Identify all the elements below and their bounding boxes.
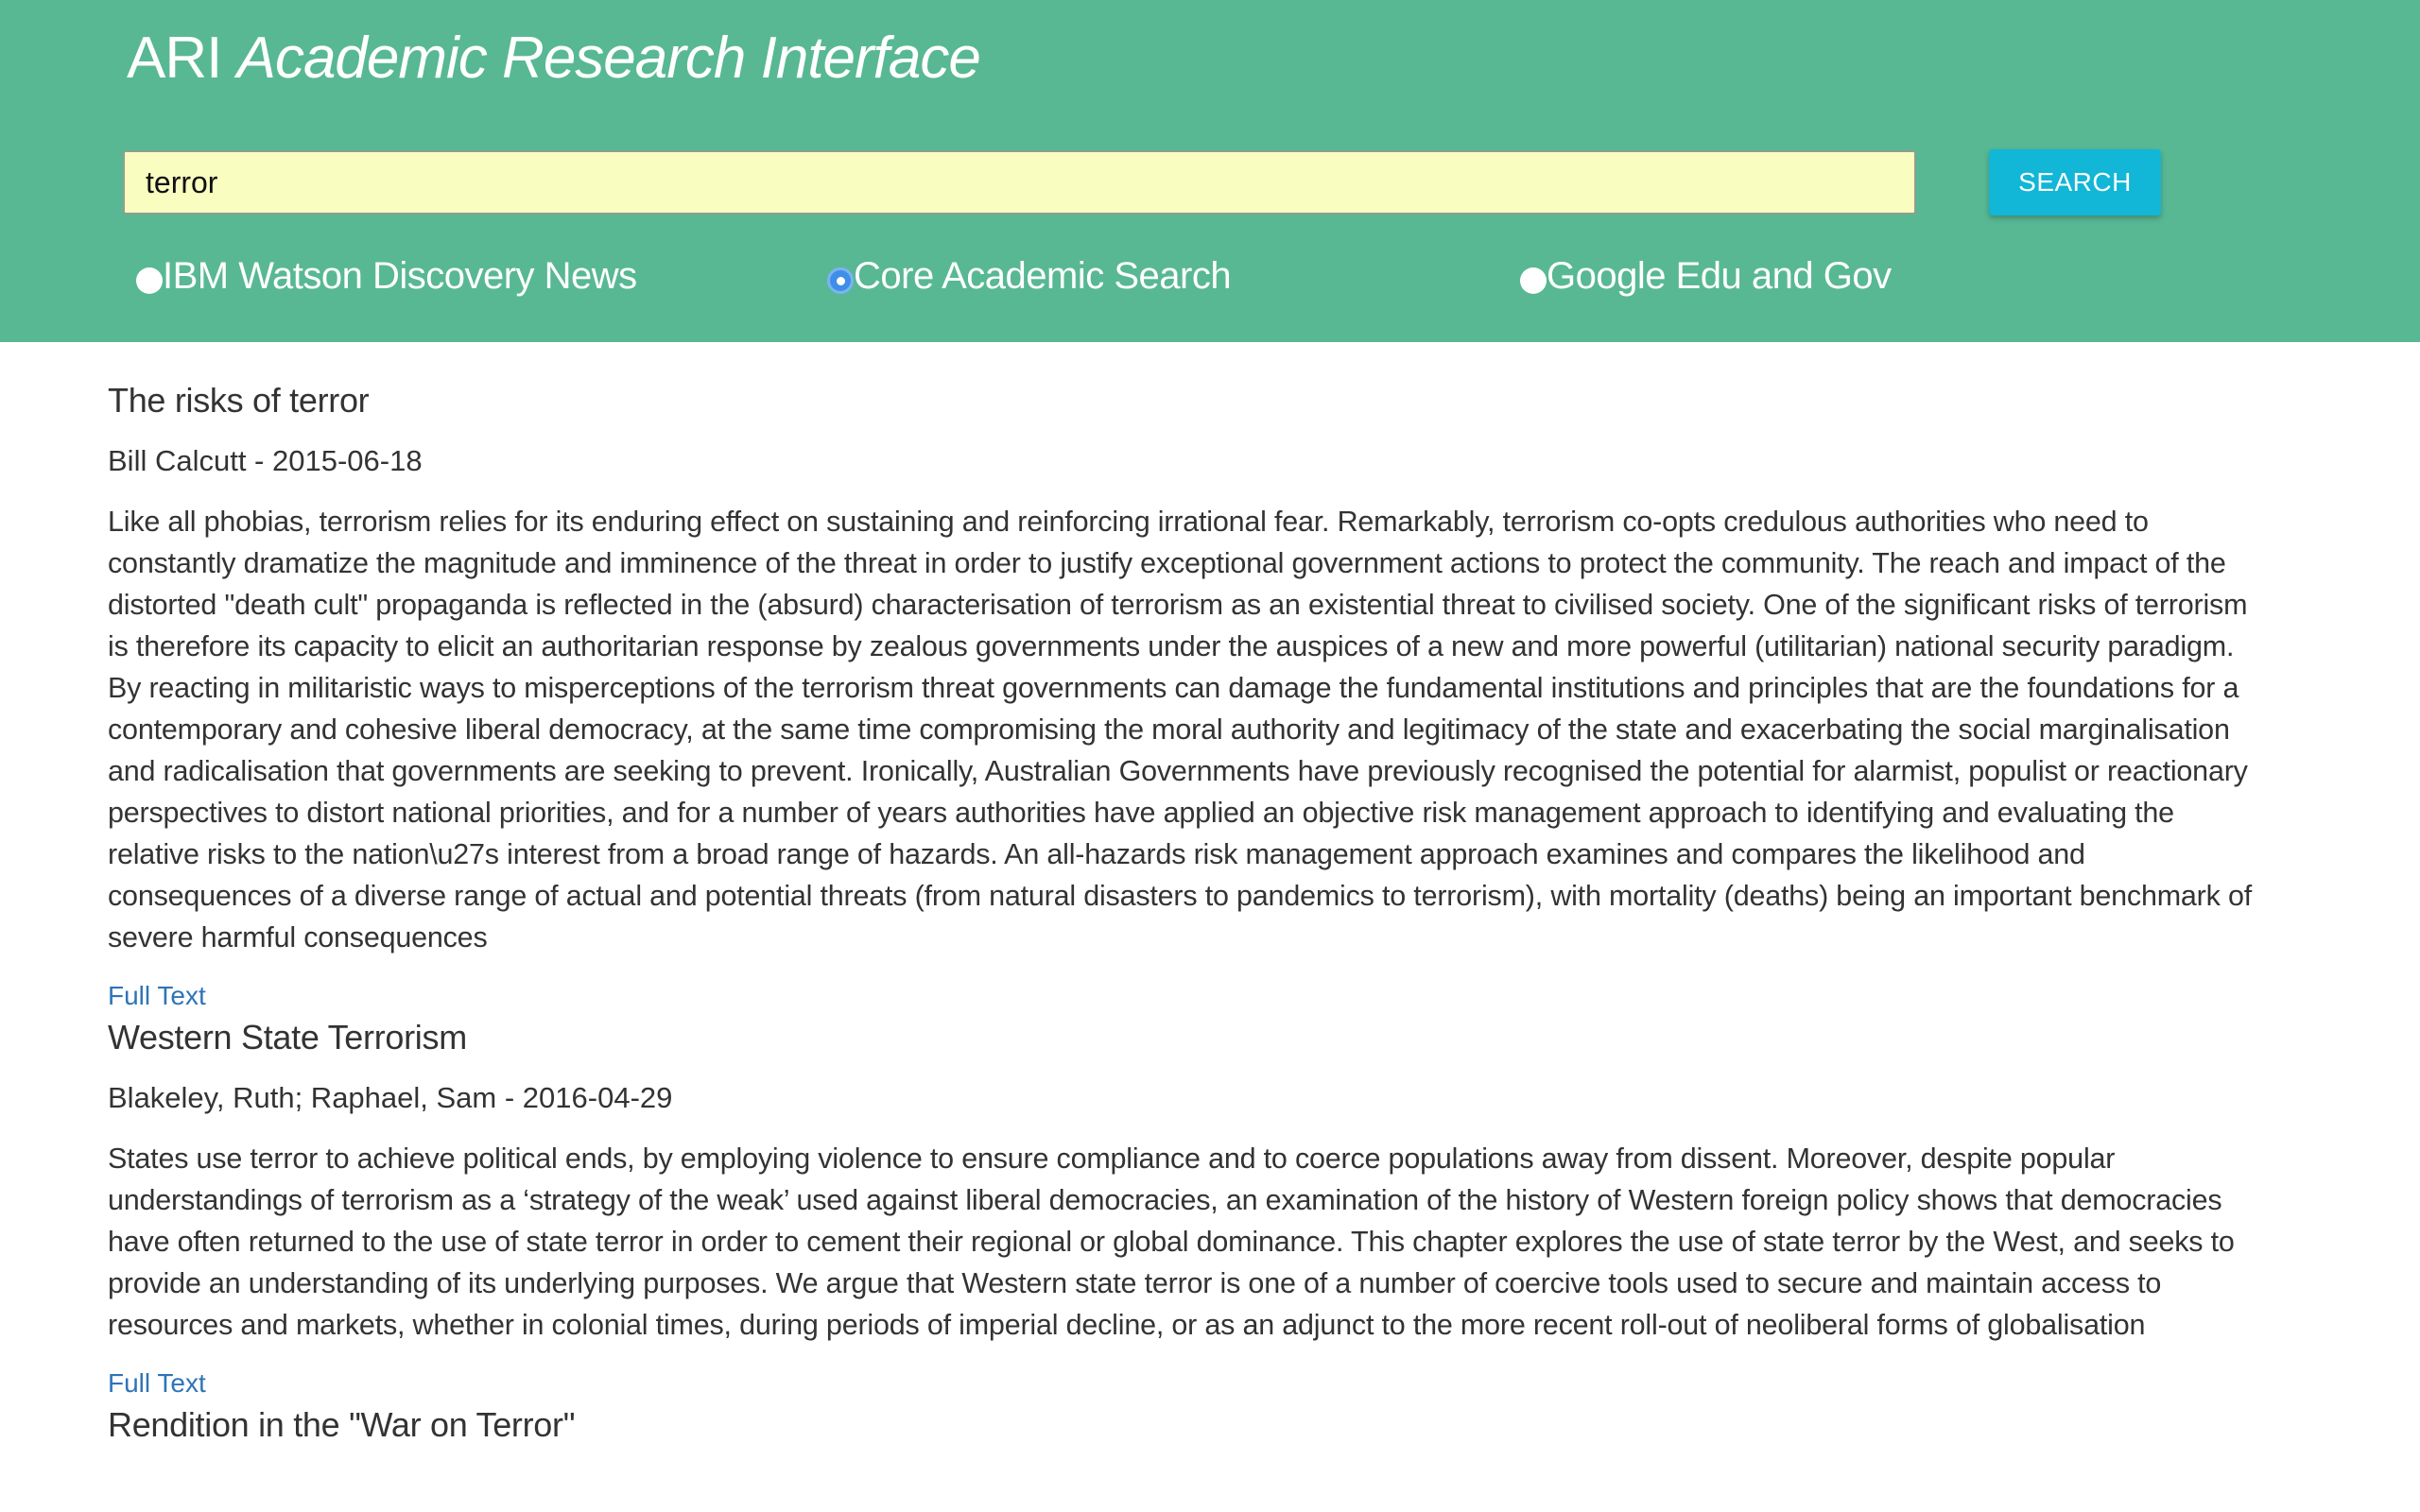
full-text-link[interactable]: Full Text (108, 1368, 206, 1398)
source-option-ibm-watson[interactable] (136, 248, 637, 304)
result-abstract: Like all phobias, terrorism relies for its enduring effect on sustaining and reinforcing irrational fear. Remarkably, terrorism co-opts credulous authorities who need to constantly dramatize the magnitude and imminence of the threat in order to justify exceptional government actions to protect the community. The reach and impact of the distorted "death cult" propaganda is reflected in the (absurd) characterisation of terrorism as an existential threat to civilised society. One of the significant risks of terrorism is therefore its capacity to elicit an authoritarian response by zealous governments under the auspices of a new and more powerful (utilitarian) national security paradigm. By reacting in militaristic ways to misperceptions of the terrorism threat governments can damage the fundamental institutions and principles that are the foundations for a contemporary and cohesive liberal democracy, at the same time compromising the moral authority and legitimacy of the state and exacerbating the social marginalisation and radicalisation that governments are seeking to prevent. Ironically, Australian Governments have previously recognised the potential for alarmist, populist or reactionary perspectives to distort national priorities, and for a number of years authorities have applied an objective risk management approach to identifying and evaluating the relative risks to the nation\u27s interest from a broad range of hazards. An all-hazards risk management approach examines and compares the likelihood and consequences of a diverse range of actual and potential threats (from natural disasters to pandemics to terrorism), with mortality (deaths) being an important benchmark of severe harmful consequences (108, 506, 2252, 954)
source-option-google-edu-gov[interactable] (1520, 248, 1892, 304)
source-option-core-academic[interactable] (827, 248, 1231, 304)
app-subtitle: Academic Research Interface (236, 26, 980, 91)
radio-google-edu-gov-icon[interactable] (1520, 267, 1547, 294)
result-item (108, 342, 2263, 1017)
result-abstract: States use terror to achieve political ends, by employing violence to ensure compliance and to coerce populations away from dissent. Moreover, despite popular understandings of terrorism as a ‘strategy of the weak’ used against liberal democracies, an examination of the history of Western foreign policy shows that democracies have often returned to the use of state terror in order to cement their regional or global dominance. This chapter explores the use of state terror by the West, and seeks to provide an understanding of its underlying purposes. We argue that Western state terror is one of a number of coercive tools used to secure and maintain access to resources and markets, whether in colonial times, during periods of imperial decline, or as an adjunct to the more recent roll-out of neoliberal forms of globalisation (108, 1143, 2235, 1341)
search-input[interactable] (123, 150, 1916, 215)
results-list (108, 342, 2263, 1446)
result-author-date: Bill Calcutt - 2015-06-18 (108, 444, 423, 477)
result-author-date: Blakeley, Ruth; Raphael, Sam - 2016-04-29 (108, 1081, 673, 1114)
result-title: Rendition in the "War on Terror" (108, 1405, 576, 1444)
app-header (0, 0, 2420, 342)
source-label-ibm-watson: IBM Watson Discovery News (163, 254, 637, 297)
search-button[interactable]: SEARCH (1989, 149, 2161, 215)
radio-ibm-watson-icon[interactable] (136, 267, 163, 294)
source-label-google-edu-gov: Google Edu and Gov (1547, 254, 1892, 297)
source-label-core-academic: Core Academic Search (854, 254, 1232, 297)
full-text-link[interactable]: Full Text (108, 981, 206, 1010)
radio-core-academic-icon[interactable] (827, 267, 854, 294)
app-title (127, 21, 980, 96)
result-title: The risks of terror (108, 381, 370, 420)
app-brand: ARI (127, 26, 222, 91)
result-item (108, 1017, 2263, 1404)
result-item (108, 1404, 2263, 1446)
result-title: Western State Terrorism (108, 1018, 467, 1057)
